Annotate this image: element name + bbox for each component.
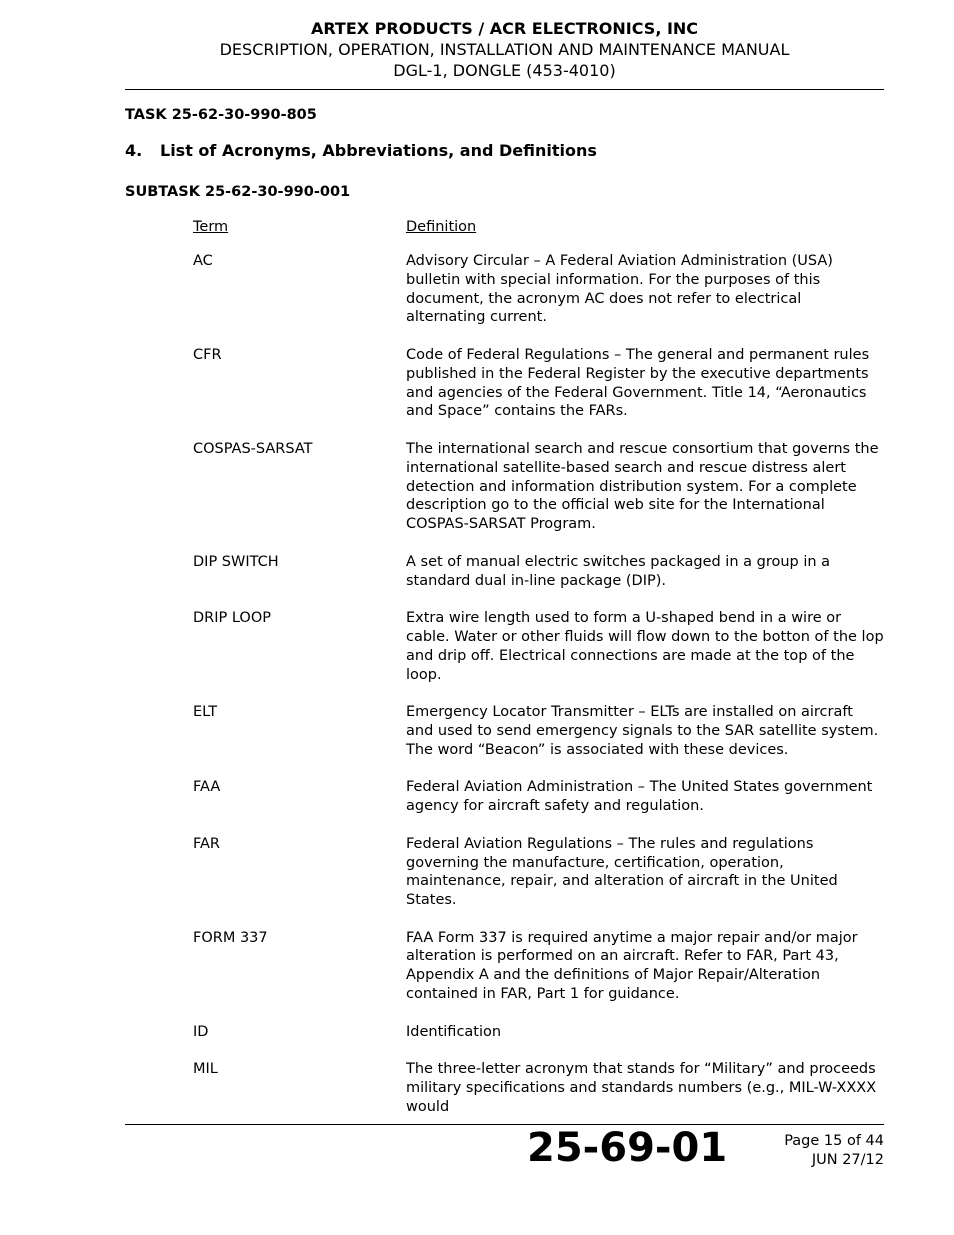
term-cell: FORM 337 — [193, 929, 268, 946]
table-row — [193, 346, 884, 421]
definition-cell: A set of manual electric switches packaged in a group in a standard dual in-line package (DIP). — [406, 553, 831, 589]
term-cell: MIL — [193, 1061, 218, 1078]
term-cell: FAR — [193, 835, 221, 852]
term-cell: AC — [193, 253, 213, 269]
term-cell: ELT — [193, 704, 218, 721]
table-row — [193, 929, 884, 1004]
page-number: Page 15 of 44 — [784, 1133, 884, 1149]
section-heading — [125, 141, 597, 160]
table-row — [193, 609, 884, 684]
term-cell: FAA — [193, 779, 221, 796]
definition-cell: Federal Aviation Administration – The United States government agency for aircraft safety and regulation. — [406, 779, 873, 815]
task-label: TASK 25-62-30-990-805 — [125, 107, 317, 123]
table-row — [193, 440, 884, 534]
company-name: ARTEX PRODUCTS / ACR ELECTRONICS, INC — [310, 19, 699, 38]
definition-cell: Identification — [406, 1023, 502, 1040]
definition-cell: Advisory Circular – A Federal Aviation Administration (USA) bulletin with special information. For the purposes of this document, the acronym AC does not refer to electrical alternating current. — [406, 253, 833, 326]
acronym-list — [193, 252, 884, 1135]
manual-title: DESCRIPTION, OPERATION, INSTALLATION AND MAINTENANCE MANUAL — [219, 40, 790, 59]
product-name: DGL-1, DONGLE (453-4010) — [393, 61, 616, 80]
definition-cell: Code of Federal Regulations – The general and permanent rules published in the Federal Register by the executive departments and agencies of the Federal Government. Title 14, “Aeronautics and Space” contains the FARs. — [406, 346, 870, 420]
page-info — [784, 1132, 884, 1169]
table-row — [193, 553, 884, 591]
term-cell: DRIP LOOP — [193, 610, 272, 627]
definition-cell: The three-letter acronym that stands for “Military” and proceeds military specifications and standards numbers (e.g., MIL-W-XXXX would — [406, 1061, 877, 1115]
table-row — [193, 252, 884, 327]
revision-date: JUN 27/12 — [811, 1151, 884, 1168]
section-number: 4. — [125, 141, 143, 160]
header-divider — [125, 89, 884, 90]
definition-cell: FAA Form 337 is required anytime a major repair and/or major alteration is performed on an aircraft. Refer to FAR, Part 43, Appendix A and the definitions of Major Repair/Alteration contained in FAR, Part 1 for guidance. — [406, 929, 858, 1003]
section-title: List of Acronyms, Abbreviations, and Definitions — [160, 141, 597, 160]
term-cell: DIP SWITCH — [193, 553, 279, 570]
table-row — [193, 1023, 884, 1042]
document-number: 25-69-01 — [527, 1125, 728, 1171]
page-header — [125, 18, 884, 81]
footer-divider — [125, 1124, 884, 1125]
definition-cell: Emergency Locator Transmitter – ELTs are installed on aircraft and used to send emergency signals to the SAR satellite system. The word “Beacon” is associated with these devices. — [406, 704, 879, 758]
definition-column-header: Definition — [406, 219, 477, 235]
table-row — [193, 1060, 884, 1116]
term-cell: COSPAS-SARSAT — [193, 440, 313, 457]
table-row — [193, 778, 884, 816]
table-row — [193, 835, 884, 910]
definition-cell: Federal Aviation Regulations – The rules and regulations governing the manufacture, certification, operation, maintenance, repair, and alteration of aircraft in the United States. — [406, 835, 838, 909]
definition-cell: Extra wire length used to form a U-shaped bend in a wire or cable. Water or other fluids will flow down to the botton of the lop and drip off. Electrical connections are made at the top of the loop. — [406, 610, 884, 683]
term-cell: CFR — [193, 346, 222, 363]
table-row — [193, 703, 884, 759]
subtask-label: SUBTASK 25-62-30-990-001 — [125, 184, 351, 200]
definition-cell: The international search and rescue consortium that governs the international satellite-based search and rescue distress alert detection and information distribution system. For a complete description go to the official web site for the International COSPAS-SARSAT Program. — [406, 440, 879, 533]
term-cell: ID — [193, 1023, 209, 1040]
term-column-header: Term — [193, 219, 229, 235]
